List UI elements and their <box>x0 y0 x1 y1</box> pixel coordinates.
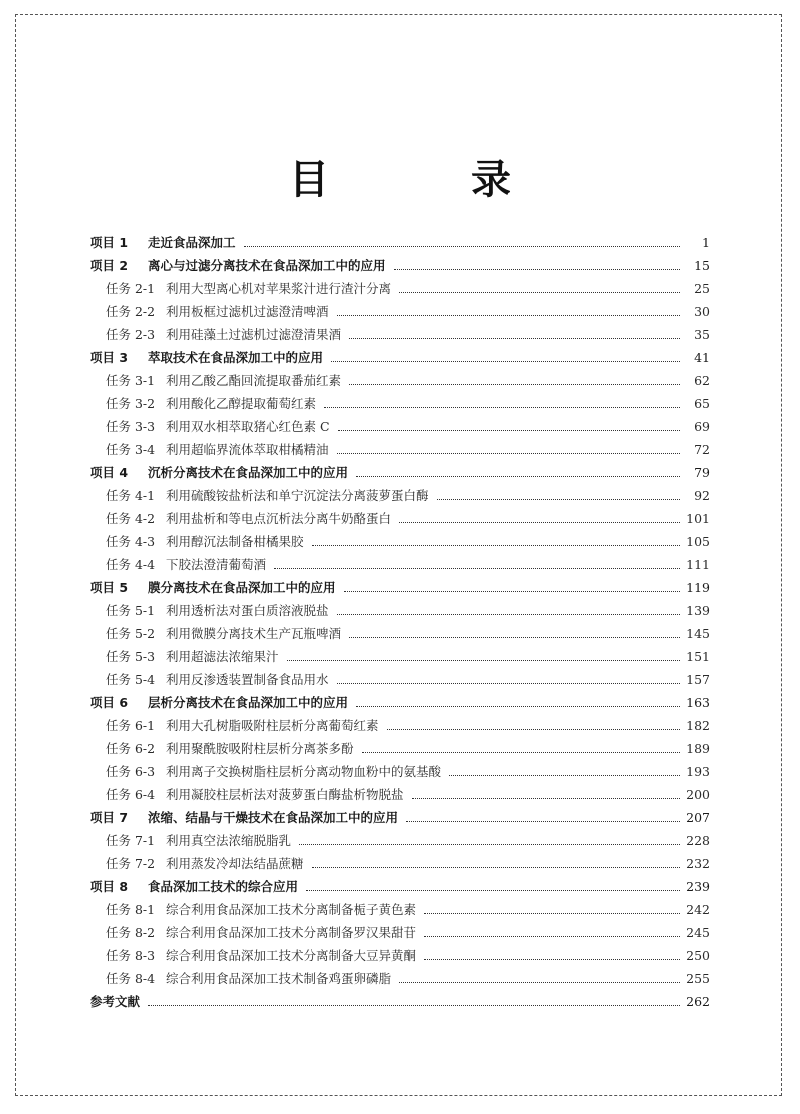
dot-leader <box>349 338 680 339</box>
dot-leader <box>331 361 680 362</box>
toc-entry-label: 任务 4-2 <box>106 511 156 526</box>
dot-leader <box>337 453 680 454</box>
toc-entry-title: 利用乙酸乙酯回流提取番茄红素 <box>166 373 342 388</box>
toc-page-number: 92 <box>694 488 710 503</box>
toc-page-number: 200 <box>686 787 710 802</box>
toc-entry-title: 利用醇沉法制备柑橘果胶 <box>166 534 304 549</box>
toc-page-number: 242 <box>686 902 710 917</box>
toc-task-entry[interactable] <box>90 783 710 806</box>
toc-entry-title: 利用反渗透装置制备食品用水 <box>166 672 329 687</box>
dot-leader <box>399 292 680 293</box>
toc-entry-title: 走近食品深加工 <box>148 235 236 250</box>
toc-page-number: 151 <box>686 649 710 664</box>
toc-entry-label: 任务 2-1 <box>106 281 156 296</box>
toc-entry-label: 项目 8 <box>90 879 129 894</box>
toc-task-entry[interactable] <box>90 553 710 576</box>
dot-leader <box>299 844 680 845</box>
dot-leader <box>387 729 680 730</box>
toc-page-number: 105 <box>686 534 710 549</box>
toc-entry-label: 任务 2-2 <box>106 304 156 319</box>
toc-page-number: 193 <box>686 764 710 779</box>
toc-entry-title: 综合利用食品深加工技术分离制备栀子黄色素 <box>166 902 417 917</box>
toc-page-number: 79 <box>694 465 710 480</box>
dot-leader <box>287 660 680 661</box>
toc-entry-label: 任务 6-2 <box>106 741 156 756</box>
toc-entry-label: 项目 7 <box>90 810 129 825</box>
dot-leader <box>338 430 680 431</box>
dot-leader <box>324 407 680 408</box>
toc-task-entry[interactable] <box>90 714 710 737</box>
toc-entry-title: 利用大型离心机对苹果浆汁进行渣汁分离 <box>166 281 392 296</box>
toc-entry-label: 任务 3-4 <box>106 442 156 457</box>
toc-page-number: 25 <box>694 281 710 296</box>
toc-entry-label: 项目 2 <box>90 258 129 273</box>
toc-references-entry[interactable] <box>90 990 710 1013</box>
toc-entry-label: 任务 6-4 <box>106 787 156 802</box>
toc-entry-label: 任务 8-4 <box>106 971 156 986</box>
dot-leader <box>412 798 680 799</box>
toc-page-number: 145 <box>686 626 710 641</box>
toc-entry-label: 任务 4-1 <box>106 488 156 503</box>
toc-entry-label: 任务 8-1 <box>106 902 156 917</box>
toc-entry-label: 项目 6 <box>90 695 129 710</box>
toc-task-entry[interactable] <box>90 507 710 530</box>
toc-entry-title: 利用酸化乙醇提取葡萄红素 <box>166 396 317 411</box>
toc-entry-title: 利用透析法对蛋白质溶液脱盐 <box>166 603 329 618</box>
dot-leader <box>344 591 680 592</box>
toc-entry-title: 利用盐析和等电点沉析法分离牛奶酪蛋白 <box>166 511 392 526</box>
toc-task-entry[interactable] <box>90 852 710 875</box>
toc-entry-label: 任务 3-1 <box>106 373 156 388</box>
dot-leader <box>312 545 680 546</box>
toc-entry-label: 任务 4-3 <box>106 534 156 549</box>
toc-entry-title: 利用硫酸铵盐析法和单宁沉淀法分离菠萝蛋白酶 <box>166 488 429 503</box>
dot-leader <box>424 913 680 914</box>
toc-entry-title: 利用真空法浓缩脱脂乳 <box>166 833 292 848</box>
toc-entry-label: 项目 5 <box>90 580 129 595</box>
toc-task-entry[interactable] <box>90 369 710 392</box>
toc-entry-title: 综合利用食品深加工技术分离制备罗汉果甜苷 <box>166 925 417 940</box>
dot-leader <box>394 269 680 270</box>
table-of-contents <box>90 231 710 1013</box>
toc-page-number: 119 <box>686 580 710 595</box>
toc-task-entry[interactable] <box>90 829 710 852</box>
toc-task-entry[interactable] <box>90 484 710 507</box>
toc-entry-label: 任务 7-1 <box>106 833 156 848</box>
toc-task-entry[interactable] <box>90 967 710 990</box>
toc-entry-label: 任务 5-4 <box>106 672 156 687</box>
toc-task-entry[interactable] <box>90 415 710 438</box>
toc-task-entry[interactable] <box>90 392 710 415</box>
toc-task-entry[interactable] <box>90 622 710 645</box>
dot-leader <box>399 522 680 523</box>
toc-entry-label: 任务 3-2 <box>106 396 156 411</box>
toc-project-entry[interactable] <box>90 576 710 599</box>
toc-page-number: 163 <box>686 695 710 710</box>
toc-entry-title: 利用蒸发冷却法结晶蔗糖 <box>166 856 304 871</box>
toc-entry-label: 任务 4-4 <box>106 557 156 572</box>
toc-task-entry[interactable] <box>90 300 710 323</box>
dot-leader <box>337 683 680 684</box>
dot-leader <box>349 384 680 385</box>
toc-page-number: 65 <box>694 396 710 411</box>
toc-page-number: 239 <box>686 879 710 894</box>
toc-task-entry[interactable] <box>90 921 710 944</box>
toc-project-entry[interactable] <box>90 875 710 898</box>
dot-leader <box>148 1005 680 1006</box>
toc-project-entry[interactable] <box>90 806 710 829</box>
dot-leader <box>362 752 680 753</box>
toc-entry-title: 利用硅藻土过滤机过滤澄清果酒 <box>166 327 342 342</box>
toc-page-number: 262 <box>686 994 710 1009</box>
toc-task-entry[interactable] <box>90 944 710 967</box>
toc-entry-title: 利用大孔树脂吸附柱层析分离葡萄红素 <box>166 718 379 733</box>
toc-page-number: 207 <box>686 810 710 825</box>
toc-page-number: 62 <box>694 373 710 388</box>
toc-page-number: 139 <box>686 603 710 618</box>
dot-leader <box>437 499 680 500</box>
toc-page-number: 72 <box>694 442 710 457</box>
toc-entry-label: 任务 6-1 <box>106 718 156 733</box>
toc-entry-title: 利用微膜分离技术生产瓦瓶啤酒 <box>166 626 342 641</box>
toc-entry-label: 项目 4 <box>90 465 129 480</box>
toc-entry-label: 任务 8-3 <box>106 948 156 963</box>
toc-page-number: 41 <box>694 350 710 365</box>
dot-leader <box>356 476 680 477</box>
toc-entry-label: 任务 5-3 <box>106 649 156 664</box>
toc-project-entry[interactable] <box>90 254 710 277</box>
toc-entry-label: 任务 5-1 <box>106 603 156 618</box>
toc-entry-title: 食品深加工技术的综合应用 <box>148 879 299 894</box>
toc-page-number: 69 <box>694 419 710 434</box>
dot-leader <box>424 959 680 960</box>
toc-entry-label: 项目 3 <box>90 350 129 365</box>
toc-page-number: 35 <box>694 327 710 342</box>
toc-entry-label: 任务 8-2 <box>106 925 156 940</box>
toc-entry-title: 综合利用食品深加工技术制备鸡蛋卵磷脂 <box>166 971 392 986</box>
toc-page-number: 232 <box>686 856 710 871</box>
toc-entry-title: 沉析分离技术在食品深加工中的应用 <box>148 465 349 480</box>
toc-page-number: 255 <box>686 971 710 986</box>
toc-entry-title: 利用凝胶柱层析法对菠萝蛋白酶盐析物脱盐 <box>166 787 404 802</box>
toc-entry-title: 萃取技术在食品深加工中的应用 <box>148 350 324 365</box>
toc-entry-title: 利用双水相萃取猪心红色素 C <box>166 419 330 434</box>
page-title: 目 录 <box>289 157 575 203</box>
toc-task-entry[interactable] <box>90 668 710 691</box>
dot-leader <box>399 982 680 983</box>
toc-entry-label: 任务 5-2 <box>106 626 156 641</box>
toc-page-number: 228 <box>686 833 710 848</box>
toc-entry-label: 任务 7-2 <box>106 856 156 871</box>
dot-leader <box>306 890 680 891</box>
toc-page-number: 157 <box>686 672 710 687</box>
toc-entry-title: 利用超临界流体萃取柑橘精油 <box>166 442 329 457</box>
toc-entry-title: 利用离子交换树脂柱层析分离动物血粉中的氨基酸 <box>166 764 442 779</box>
dot-leader <box>337 315 680 316</box>
toc-page-number: 101 <box>686 511 710 526</box>
toc-entry-title: 利用板框过滤机过滤澄清啤酒 <box>166 304 329 319</box>
toc-page-number: 250 <box>686 948 710 963</box>
toc-entry-label: 项目 1 <box>90 235 129 250</box>
toc-entry-title: 浓缩、结晶与干燥技术在食品深加工中的应用 <box>148 810 399 825</box>
toc-page-number: 189 <box>686 741 710 756</box>
toc-entry-title: 膜分离技术在食品深加工中的应用 <box>148 580 336 595</box>
toc-entry-title: 利用超滤法浓缩果汁 <box>166 649 279 664</box>
dot-leader <box>274 568 680 569</box>
toc-task-entry[interactable] <box>90 645 710 668</box>
dot-leader <box>356 706 680 707</box>
dot-leader <box>406 821 680 822</box>
toc-entry-title: 离心与过滤分离技术在食品深加工中的应用 <box>148 258 386 273</box>
toc-project-entry[interactable] <box>90 461 710 484</box>
dot-leader <box>449 775 680 776</box>
toc-page-number: 1 <box>702 235 710 250</box>
toc-page-number: 111 <box>686 557 710 572</box>
toc-entry-label: 任务 2-3 <box>106 327 156 342</box>
dot-leader <box>244 246 680 247</box>
toc-page-number: 15 <box>694 258 710 273</box>
toc-task-entry[interactable] <box>90 760 710 783</box>
toc-task-entry[interactable] <box>90 277 710 300</box>
toc-project-entry[interactable] <box>90 231 710 254</box>
toc-page-number: 30 <box>694 304 710 319</box>
toc-task-entry[interactable] <box>90 599 710 622</box>
toc-entry-title: 层析分离技术在食品深加工中的应用 <box>148 695 349 710</box>
toc-entry-label: 任务 6-3 <box>106 764 156 779</box>
dot-leader <box>349 637 680 638</box>
toc-page-number: 245 <box>686 925 710 940</box>
toc-task-entry[interactable] <box>90 737 710 760</box>
toc-project-entry[interactable] <box>90 346 710 369</box>
toc-entry-label: 参考文献 <box>90 994 141 1009</box>
toc-task-entry[interactable] <box>90 898 710 921</box>
toc-task-entry[interactable] <box>90 530 710 553</box>
toc-page-number: 182 <box>686 718 710 733</box>
toc-entry-title: 综合利用食品深加工技术分离制备大豆异黄酮 <box>166 948 417 963</box>
toc-task-entry[interactable] <box>90 323 710 346</box>
toc-task-entry[interactable] <box>90 438 710 461</box>
dot-leader <box>312 867 680 868</box>
dot-leader <box>337 614 680 615</box>
toc-project-entry[interactable] <box>90 691 710 714</box>
dot-leader <box>424 936 680 937</box>
toc-entry-title: 下胶法澄清葡萄酒 <box>166 557 267 572</box>
toc-entry-title: 利用聚酰胺吸附柱层析分离茶多酚 <box>166 741 354 756</box>
toc-entry-label: 任务 3-3 <box>106 419 156 434</box>
